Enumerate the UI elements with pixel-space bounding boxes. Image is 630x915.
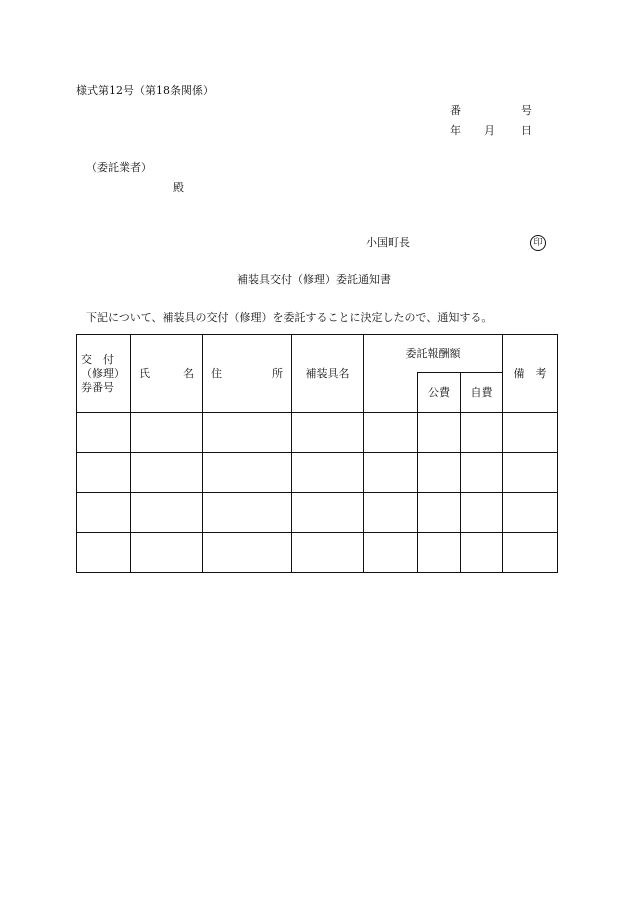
- table-row: [77, 533, 558, 573]
- cell-fee-spacer: [364, 413, 418, 453]
- header-fee-self: 自費: [461, 373, 503, 413]
- header-fee: 委託報酬額: [364, 335, 503, 373]
- cell-name[interactable]: [131, 453, 203, 493]
- cell-name[interactable]: [131, 413, 203, 453]
- cell-fee-self[interactable]: [461, 453, 503, 493]
- cell-ticket-number[interactable]: [77, 533, 131, 573]
- body-text: 下記について、補装具の交付（修理）を委託することに決定したので、通知する。: [86, 311, 493, 324]
- cell-address[interactable]: [203, 453, 292, 493]
- date-year-label: 年: [450, 124, 461, 137]
- cell-fee-spacer: [364, 493, 418, 533]
- addressee-label: （委託業者）: [86, 161, 152, 174]
- cell-address[interactable]: [203, 493, 292, 533]
- cell-remarks[interactable]: [503, 493, 558, 533]
- date-month-label: 月: [484, 124, 495, 137]
- issuer-title: 小国町長: [366, 236, 410, 249]
- table-row: [77, 453, 558, 493]
- cell-device-name[interactable]: [292, 413, 364, 453]
- cell-fee-public[interactable]: [418, 453, 461, 493]
- cell-ticket-number[interactable]: [77, 453, 131, 493]
- cell-ticket-number[interactable]: [77, 493, 131, 533]
- cell-fee-public[interactable]: [418, 493, 461, 533]
- number-label-left: 番: [450, 104, 461, 117]
- cell-device-name[interactable]: [292, 453, 364, 493]
- header-remarks: 備 考: [503, 335, 558, 413]
- document-title: 補装具交付（修理）委託通知書: [237, 273, 391, 286]
- cell-address[interactable]: [203, 413, 292, 453]
- header-fee-spacer: [364, 373, 418, 413]
- cell-address[interactable]: [203, 533, 292, 573]
- header-device-name: 補装具名: [292, 335, 364, 413]
- cell-fee-public[interactable]: [418, 533, 461, 573]
- addressee-honorific: 殿: [173, 181, 184, 194]
- seal-mark: 印: [530, 235, 546, 251]
- cell-name[interactable]: [131, 533, 203, 573]
- cell-device-name[interactable]: [292, 493, 364, 533]
- cell-remarks[interactable]: [503, 533, 558, 573]
- header-fee-public: 公費: [418, 373, 461, 413]
- header-address: 住 所: [203, 335, 292, 413]
- cell-fee-self[interactable]: [461, 493, 503, 533]
- cell-fee-spacer: [364, 453, 418, 493]
- entrustment-table: [76, 334, 558, 573]
- cell-fee-self[interactable]: [461, 533, 503, 573]
- cell-fee-public[interactable]: [418, 413, 461, 453]
- cell-remarks[interactable]: [503, 453, 558, 493]
- header-ticket-number: 交 付 （修理） 券番号: [77, 335, 131, 413]
- cell-name[interactable]: [131, 493, 203, 533]
- cell-ticket-number[interactable]: [77, 413, 131, 453]
- table-row: [77, 493, 558, 533]
- form-id: 様式第12号（第18条関係）: [76, 84, 214, 97]
- cell-fee-self[interactable]: [461, 413, 503, 453]
- header-name: 氏 名: [131, 335, 203, 413]
- cell-remarks[interactable]: [503, 413, 558, 453]
- table-row: [77, 413, 558, 453]
- date-day-label: 日: [521, 124, 532, 137]
- cell-fee-spacer: [364, 533, 418, 573]
- number-label-right: 号: [521, 104, 532, 117]
- cell-device-name[interactable]: [292, 533, 364, 573]
